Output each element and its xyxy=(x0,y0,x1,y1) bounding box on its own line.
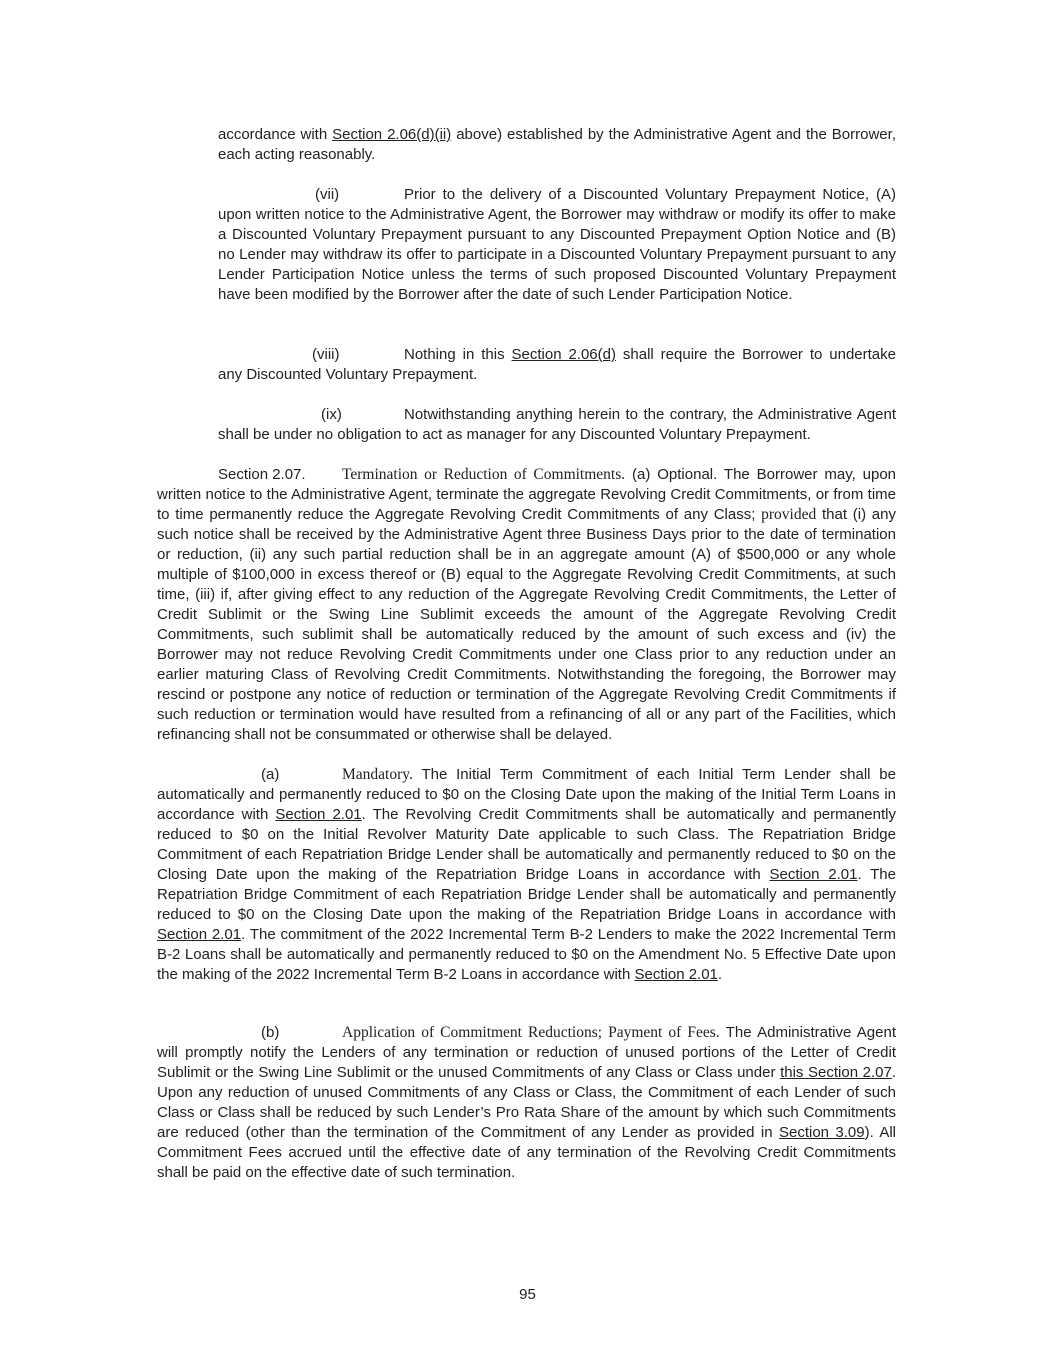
clause-heading: Mandatory. xyxy=(342,766,413,783)
section-reference-link[interactable]: Section 2.01 xyxy=(157,926,242,943)
paragraph-text: that (i) any such notice shall be received by the Administrative Agent three Business Days prior to the date of termination or reduction, (ii) any such partial reduction shall be in an aggregate amount (A) of $500,000 or any whole multiple of $100,000 in excess thereof or (B) equal to the Aggregate Revolving Credit Commitments, at such time, (iii) if, after giving effect to any reduction of the Aggregate Revolving Credit Commitments, the Letter of Credit Sublimit or the Swing Line Sublimit exceeds the amount of the Aggregate Revolving Credit Commitments, such sublimit shall be automatically reduced by the amount of such excess and (iv) the Borrower may not reduce Revolving Credit Commitments under one Class prior to any reduction under an earlier maturing Class of Revolving Credit Commitments. Notwithstanding the foregoing, the Borrower may rescind or postpone any notice of reduction or termination of the Aggregate Revolving Credit Commitments if such reduction or termination would have resulted from a refinancing of all or any part of the Facilities, which refinancing shall not be consummated or otherwise shall be delayed. xyxy=(157,506,896,743)
paragraph-text: above) established by the Administrative Agent and the Borrower, each acting reasonably. xyxy=(218,126,896,163)
clause-text: The Administrative Agent will promptly notify the Lenders of any termination or reduction of unused portions of the Letter of Credit Sublimit or the Swing Line Sublimit or the unused Commitments of any Class or Class under xyxy=(157,1024,897,1081)
clause-number: (a) xyxy=(261,766,280,783)
paragraph-text: The Borrower may, upon written notice to the Administrative Agent, terminate the aggregate Revolving Credit Commitments, or from time to time permanently reduce the Aggregate Revolving Credit Commitments of any Class; xyxy=(157,466,897,523)
clause-text: . Upon any reduction of unused Commitments of any Class or Class, the Commitment of each Lender of such Class or Class shall be reduced by such Lender’s Pro Rata Share of the amount by which such Commitments are reduced (other than the termination of the Commitment of any Lender as provided in xyxy=(157,1064,897,1141)
clause-vii xyxy=(218,185,896,305)
page-number: 95 xyxy=(519,1286,536,1303)
clause-viii xyxy=(218,345,896,385)
section-2-07-paragraph xyxy=(157,465,896,745)
section-reference-link[interactable]: Section 2.01 xyxy=(634,966,718,983)
clause-heading: Application of Commitment Reductions; Payment of Fees. xyxy=(342,1024,720,1041)
paragraph-text: accordance with xyxy=(218,126,333,143)
clause-a-mandatory xyxy=(157,765,896,985)
clause-text: Notwithstanding anything herein to the contrary, the Administrative Agent shall be under no obligation to act as manager for any Discounted Voluntary Prepayment. xyxy=(218,406,896,443)
clause-b-application xyxy=(157,1023,896,1183)
section-reference-link[interactable]: Section 2.01 xyxy=(769,866,858,883)
clause-number: (ix) xyxy=(321,406,342,423)
clause-number: (b) xyxy=(261,1024,280,1041)
clause-text: ). All Commitment Fees accrued until the effective date of any termination of the Revolving Credit Commitments shall be paid on the effective date of such termination. xyxy=(157,1124,896,1181)
clause-text: Prior to the delivery of a Discounted Voluntary Prepayment Notice, (A) upon written notice to the Administrative Agent, the Borrower may withdraw or modify its offer to make a Discounted Voluntary Prepayment pursuant to any Discounted Prepayment Option Notice and (B) no Lender may withdraw its offer to participate in a Discounted Voluntary Prepayment pursuant to any Lender Participation Notice unless the terms of such proposed Discounted Voluntary Prepayment have been modified by the Borrower after the date of such Lender Participation Notice. xyxy=(218,186,896,303)
clause-text: . The commitment of the 2022 Incremental Term B-2 Lenders to make the 2022 Incremental Term B-2 Loans shall be automatically and permanently reduced to $0 on the Amendment No. 5 Effective Date upon the making of the 2022 Incremental Term B-2 Loans in accordance with xyxy=(157,926,896,983)
clause-number: (vii) xyxy=(315,186,340,203)
clause-text: The Initial Term Commitment of each Initial Term Lender shall be automatically and permanently reduced to $0 on the Closing Date upon the making of the Initial Term Loans in accordance with xyxy=(157,766,896,823)
section-reference-link[interactable]: Section 3.09 xyxy=(778,1124,865,1141)
section-reference-link[interactable]: Section 2.01 xyxy=(275,806,362,823)
clause-text: . The Repatriation Bridge Commitment of each Repatriation Bridge Lender shall be automatically and permanently reduced to $0 on the Closing Date upon the making of the Repatriation Bridge Loans in accordance with xyxy=(157,866,896,923)
clause-text: shall require the Borrower to undertake any Discounted Voluntary Prepayment. xyxy=(218,346,896,383)
clause-text: Nothing in this xyxy=(404,346,512,363)
section-reference-link[interactable]: Section 2.06(d) xyxy=(511,346,616,363)
section-heading: Termination or Reduction of Commitments. xyxy=(342,466,626,483)
subsection-label: (a) Optional. xyxy=(632,466,718,483)
clause-text: . xyxy=(717,966,723,983)
clause-number: (viii) xyxy=(312,346,340,363)
clause-text: . The Revolving Credit Commitments shall be automatically and permanently reduced to $0 on the Initial Revolver Maturity Date applicable to such Class. The Repatriation Bridge Commitment of each Repatriation Bridge Lender shall be automatically and permanently reduced to $0 on the Closing Date upon the making of the Repatriation Bridge Loans in accordance with xyxy=(157,806,896,883)
section-reference-link[interactable]: Section 2.06(d)(ii) xyxy=(332,126,452,143)
section-reference-link[interactable]: this Section 2.07 xyxy=(780,1064,892,1081)
proviso-term: provided xyxy=(761,506,817,523)
clause-ix xyxy=(218,405,896,445)
section-number: Section 2.07. xyxy=(218,466,306,483)
paragraph-continuation xyxy=(218,125,896,165)
